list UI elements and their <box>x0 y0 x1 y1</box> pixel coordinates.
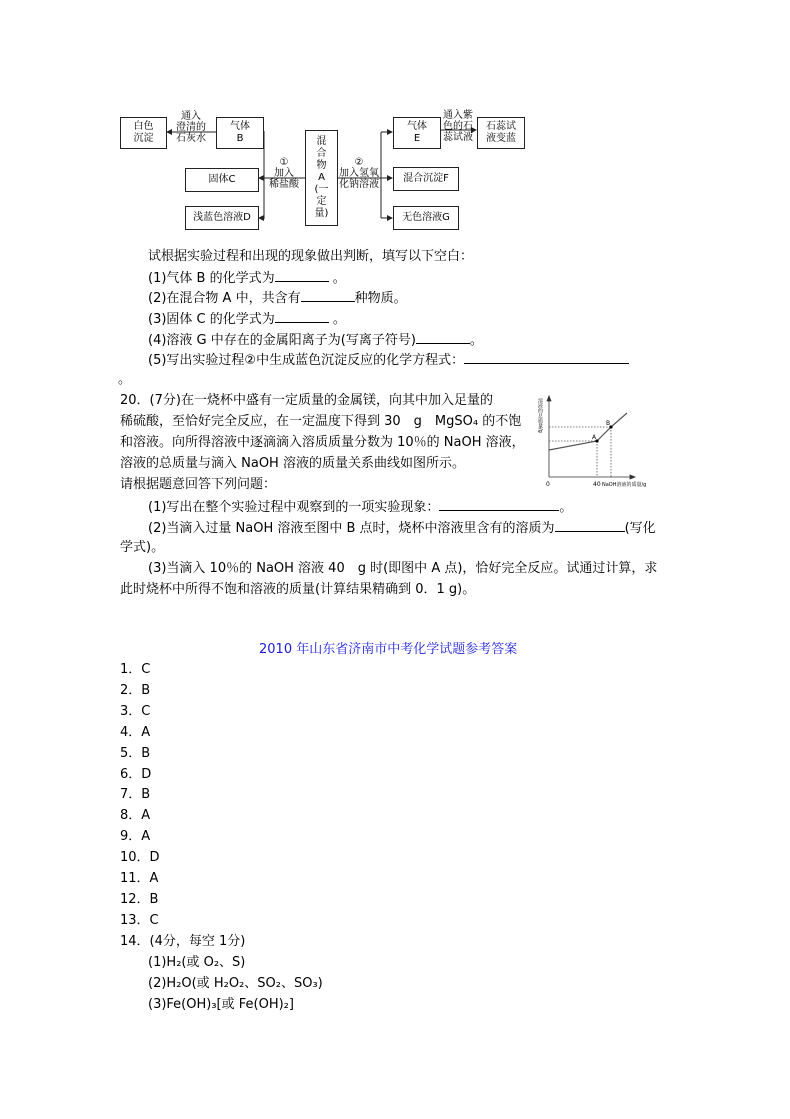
q20-item-2-cont: 学式)。 <box>120 540 165 555</box>
q19-4-text: (4)溶液 G 中存在的金属阳离子为(写离子符号) <box>148 333 416 348</box>
mass-curve <box>549 413 627 450</box>
q19-3-end: 。 <box>328 312 346 327</box>
x-axis-label: NaOH溶液的质量/g <box>602 482 647 488</box>
gas-b-box: 气体 B <box>216 117 264 149</box>
answer-item: 3．C <box>120 703 151 719</box>
answer-sub-item: (3)Fe(OH)₃[或 Fe(OH)₂] <box>148 996 294 1012</box>
litmus-label: 通入紫 色的石 蕊试液 <box>443 110 473 143</box>
answer-sub-item: (2)H₂O(或 H₂O₂、SO₂、SO₃) <box>148 975 323 991</box>
point-b-label: B <box>606 420 611 427</box>
q20-item-3-line-2: 此时烧杯中所得不饱和溶液的质量(计算结果精确到 0．1 g)。 <box>120 582 476 597</box>
q19-4-end: 。 <box>469 333 483 348</box>
q20-2-end: (写化 <box>624 521 656 536</box>
q20-1-end: 。 <box>559 500 573 515</box>
answer-item: 2．B <box>120 682 151 698</box>
mass-graph <box>0 0 790 500</box>
q19-5-text: (5)写出实验过程②中生成蓝色沉淀反应的化学方程式： <box>148 353 465 368</box>
q19-item-5-end: 。 <box>118 372 132 387</box>
q19-2-text: (2)在混合物 A 中，共含有 <box>148 291 301 306</box>
answer-item: 1．C <box>120 662 151 677</box>
q19-1-text: (1)气体 B 的化学式为 <box>148 271 275 286</box>
q19-2-end: 种物质。 <box>354 291 407 306</box>
q20-line-4: 溶液的总质量与滴入 NaOH 溶液的质量关系曲线如图所示。 <box>120 456 465 471</box>
litmus-blue-box: 石蕊试 液变蓝 <box>477 117 525 149</box>
answer-item: 11．A <box>120 871 159 886</box>
answer-item: 8．A <box>120 808 151 824</box>
point-a-label: A <box>592 434 597 441</box>
q20-item-1 <box>148 498 572 516</box>
answer-item: 6．D <box>120 766 152 782</box>
solution-g-box: 无色溶液G <box>393 206 459 230</box>
answers-title: 2010 年山东省济南市中考化学试题参考答案 <box>259 642 518 657</box>
q20-1-text: (1)写出在整个实验过程中观察到的一项实验现象： <box>148 500 440 515</box>
solid-c-box: 固体C <box>185 168 259 192</box>
gas-e-box: 气体 E <box>393 117 441 149</box>
step1-label: ① 加入 稀盐酸 <box>269 157 299 190</box>
white-precipitate-box: 白色 沉淀 <box>120 117 167 149</box>
precipitate-f-box: 混合沉淀F <box>393 167 459 191</box>
answer-item: 4．A <box>120 724 151 740</box>
q20-item-2 <box>148 519 656 537</box>
limewater-label: 通入 澄清的 石灰水 <box>176 111 206 144</box>
answer-item: 10．D <box>120 850 160 866</box>
q20-line-5: 请根据题意回答下列问题： <box>120 477 277 492</box>
answer-item: 5．B <box>120 745 151 761</box>
q20-2-text: (2)当滴入过量 NaOH 溶液至图中 B 点时，烧杯中溶液里含有的溶质为 <box>148 521 555 536</box>
q20-line-1: 20．(7分)在一烧杯中盛有一定质量的金属镁，向其中加入足量的 <box>120 393 493 408</box>
q20-item-3-line-1: (3)当滴入 10％的 NaOH 溶液 40 g 时(即图中 A 点)，恰好完全反应。试通过计算，求 <box>148 561 658 576</box>
answer-item: 7．B <box>120 787 151 803</box>
solution-d-box: 浅蓝色溶液D <box>185 206 259 230</box>
q19-1-end: 。 <box>328 271 346 286</box>
answer-sub-item: (1)H₂(或 O₂、S) <box>148 955 246 970</box>
y-axis-label: 溶液的总质量/g <box>537 398 543 433</box>
answer-item: 13．C <box>120 912 159 928</box>
x-axis-arrow <box>630 475 635 479</box>
q19-3-text: (3)固体 C 的化学式为 <box>148 312 275 327</box>
x-tick-40: 40 <box>593 481 601 488</box>
q20-line-2: 稀硫酸，至恰好完全反应，在一定温度下得到 30 g MgSO₄ 的不饱 <box>120 414 522 429</box>
step2-label: ② 加入氢氧 化钠溶液 <box>339 157 379 190</box>
answer-blank <box>555 519 625 532</box>
q20-line-3: 和溶液。向所得溶液中逐滴滴入溶质质量分数为 10％的 NaOH 溶液， <box>120 435 525 450</box>
answer-item: 12．B <box>120 891 159 907</box>
q19-intro: 试根据实验过程和出现的现象做出判断，填写以下空白： <box>148 249 474 264</box>
origin-label: 0 <box>546 481 550 488</box>
mixture-a-box: 混 合 物 A (一 定 量) <box>305 130 338 226</box>
y-axis-arrow <box>547 396 551 401</box>
answer-item: 9．A <box>120 829 151 845</box>
answer-item: 14．(4分，每空 1分) <box>120 933 246 949</box>
